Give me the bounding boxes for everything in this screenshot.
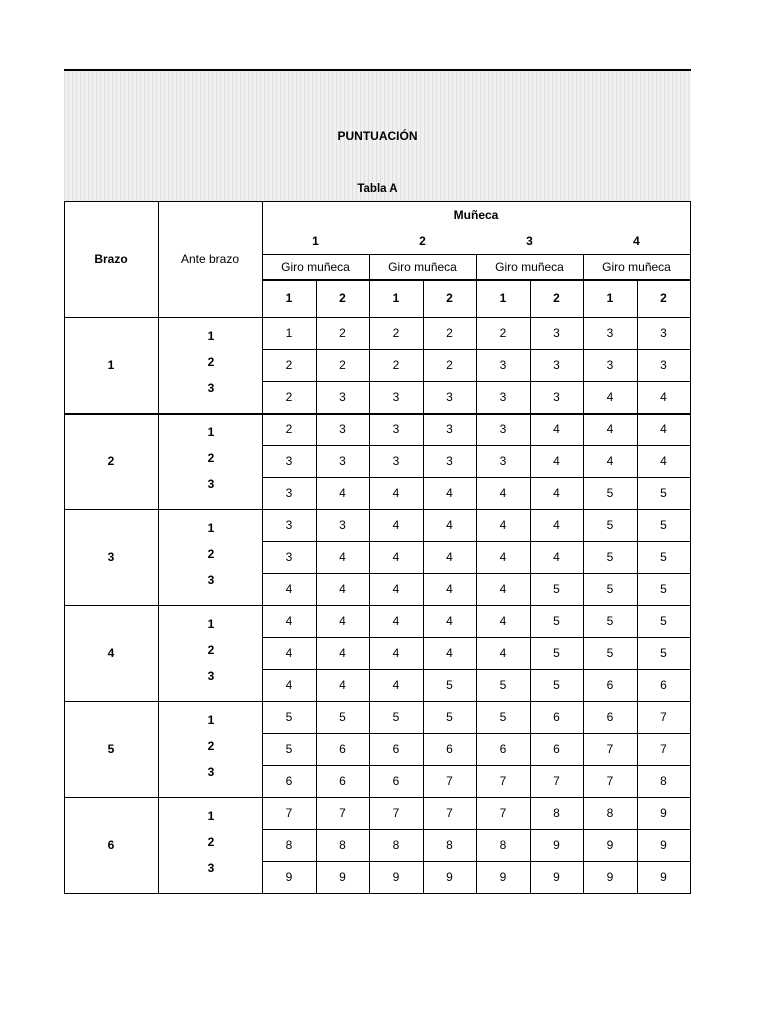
score-cell: 4 [446, 518, 453, 532]
brazo-header: Brazo [94, 252, 128, 266]
score-cell: 2 [499, 326, 507, 340]
giro-level: 2 [553, 291, 560, 305]
score-cell: 4 [553, 454, 560, 468]
score-cell: 5 [660, 646, 667, 660]
brazo-value: 4 [107, 646, 115, 660]
score-cell: 3 [499, 454, 507, 468]
grid-line-vertical [690, 201, 691, 893]
score-cell: 5 [553, 678, 560, 692]
score-cell: 8 [660, 774, 667, 788]
score-cell: 9 [446, 870, 453, 884]
score-cell: 4 [392, 486, 400, 500]
score-cell: 4 [446, 646, 453, 660]
score-cell: 3 [499, 358, 507, 372]
muneca-header: Muñeca [453, 208, 499, 222]
muneca-level: 2 [419, 233, 426, 248]
score-cell: 5 [339, 710, 346, 724]
score-cell: 3 [392, 454, 400, 468]
score-cell: 4 [660, 454, 667, 468]
score-cell: 4 [553, 550, 560, 564]
score-cell: 3 [339, 422, 346, 436]
score-cell: 5 [553, 582, 560, 596]
score-cell: 7 [553, 774, 560, 788]
score-cell: 5 [499, 710, 507, 724]
ante-brazo-value: 1 [207, 713, 215, 727]
score-cell: 3 [553, 390, 560, 404]
score-cell: 4 [339, 678, 346, 692]
score-cell: 4 [285, 614, 293, 628]
giro-level: 1 [285, 291, 293, 305]
score-cell: 8 [285, 838, 293, 852]
score-cell: 7 [660, 742, 667, 756]
giro-muneca-header: Giro muñeca [495, 259, 564, 274]
ante-brazo-value: 2 [207, 547, 215, 561]
score-cell: 3 [339, 518, 346, 532]
score-cell: 3 [392, 422, 400, 436]
score-cell: 2 [339, 358, 346, 372]
score-cell: 5 [606, 550, 614, 564]
brazo-value: 2 [107, 454, 115, 468]
score-cell: 4 [660, 390, 667, 404]
score-cell: 1 [285, 326, 293, 340]
score-cell: 4 [339, 646, 346, 660]
score-cell: 4 [446, 614, 453, 628]
score-cell: 4 [339, 614, 346, 628]
score-cell: 7 [339, 806, 346, 820]
ante-brazo-value: 3 [207, 477, 215, 491]
score-cell: 3 [660, 358, 667, 372]
score-cell: 4 [499, 486, 507, 500]
score-cell: 4 [606, 422, 614, 436]
score-cell: 4 [499, 550, 507, 564]
giro-level: 2 [339, 291, 346, 305]
score-cell: 4 [660, 422, 667, 436]
score-cell: 7 [499, 774, 507, 788]
brazo-value: 6 [107, 838, 115, 852]
score-cell: 4 [339, 550, 346, 564]
score-cell: 6 [553, 742, 560, 756]
giro-level: 1 [392, 291, 400, 305]
score-cell: 2 [285, 358, 293, 372]
score-cell: 4 [392, 646, 400, 660]
score-cell: 8 [499, 838, 507, 852]
document-title: PUNTUACIÓN [337, 129, 418, 143]
ante-brazo-value: 3 [207, 381, 215, 395]
score-cell: 9 [660, 870, 667, 884]
score-cell: 3 [446, 454, 453, 468]
score-cell: 6 [339, 742, 346, 756]
score-cell: 5 [660, 486, 667, 500]
score-cell: 7 [606, 742, 614, 756]
score-cell: 4 [285, 678, 293, 692]
score-cell: 4 [446, 582, 453, 596]
ante-brazo-value: 3 [207, 861, 215, 875]
score-cell: 4 [339, 582, 346, 596]
score-cell: 8 [446, 838, 453, 852]
muneca-level: 1 [312, 233, 319, 248]
score-cell: 7 [606, 774, 614, 788]
score-cell: 4 [553, 518, 560, 532]
score-cell: 4 [392, 678, 400, 692]
ante-brazo-value: 2 [207, 835, 215, 849]
score-cell: 6 [339, 774, 346, 788]
score-cell: 2 [446, 326, 453, 340]
score-cell: 9 [660, 806, 667, 820]
score-cell: 6 [392, 742, 400, 756]
score-cell: 2 [339, 326, 346, 340]
table-caption: Tabla A [357, 183, 398, 195]
ante-brazo-value: 2 [207, 739, 215, 753]
giro-level: 1 [606, 291, 614, 305]
ante-brazo-value: 2 [207, 643, 215, 657]
ante-brazo-value: 3 [207, 765, 215, 779]
score-cell: 3 [553, 326, 560, 340]
score-cell: 6 [499, 742, 507, 756]
score-cell: 3 [285, 550, 293, 564]
ante-brazo-value: 1 [207, 617, 215, 631]
score-cell: 3 [285, 518, 293, 532]
score-cell: 5 [446, 678, 453, 692]
score-cell: 4 [392, 582, 400, 596]
giro-level: 2 [660, 291, 667, 305]
score-cell: 4 [606, 454, 614, 468]
score-cell: 3 [606, 326, 614, 340]
score-cell: 4 [285, 646, 293, 660]
score-cell: 4 [499, 614, 507, 628]
score-cell: 3 [660, 326, 667, 340]
muneca-level: 3 [526, 233, 533, 248]
score-cell: 3 [446, 422, 453, 436]
score-cell: 4 [499, 518, 507, 532]
score-cell: 5 [499, 678, 507, 692]
score-cell: 4 [392, 518, 400, 532]
score-cell: 4 [339, 486, 346, 500]
score-cell: 2 [285, 422, 293, 436]
score-cell: 6 [553, 710, 560, 724]
score-cell: 3 [446, 390, 453, 404]
ante-brazo-value: 1 [207, 425, 215, 439]
score-cell: 6 [660, 678, 667, 692]
score-cell: 8 [553, 806, 560, 820]
score-cell: 7 [499, 806, 507, 820]
score-cell: 5 [660, 614, 667, 628]
ante-brazo-value: 1 [207, 809, 215, 823]
score-cell: 4 [499, 582, 507, 596]
score-cell: 9 [660, 838, 667, 852]
score-table [64, 201, 691, 893]
score-cell: 8 [606, 806, 614, 820]
ante-brazo-value: 2 [207, 355, 215, 369]
ante-brazo-value: 1 [207, 329, 215, 343]
score-cell: 6 [446, 742, 453, 756]
score-cell: 5 [285, 742, 293, 756]
score-cell: 4 [285, 582, 293, 596]
score-cell: 4 [446, 486, 453, 500]
ante-brazo-value: 2 [207, 451, 215, 465]
score-cell: 9 [392, 870, 400, 884]
score-cell: 4 [553, 422, 560, 436]
score-cell: 3 [606, 358, 614, 372]
score-cell: 7 [446, 774, 453, 788]
giro-level: 1 [499, 291, 507, 305]
score-cell: 8 [339, 838, 346, 852]
score-cell: 5 [660, 550, 667, 564]
brazo-value: 5 [107, 742, 115, 756]
score-cell: 6 [392, 774, 400, 788]
score-cell: 9 [553, 838, 560, 852]
score-cell: 7 [285, 806, 293, 820]
score-cell: 5 [606, 582, 614, 596]
score-cell: 6 [606, 678, 614, 692]
score-cell: 3 [339, 390, 346, 404]
brazo-value: 3 [107, 550, 115, 564]
score-cell: 9 [499, 870, 507, 884]
giro-muneca-header: Giro muñeca [388, 259, 457, 274]
score-cell: 5 [553, 646, 560, 660]
score-cell: 8 [392, 838, 400, 852]
score-cell: 3 [499, 390, 507, 404]
score-cell: 9 [339, 870, 346, 884]
ante-brazo-header: Ante brazo [180, 252, 240, 266]
score-cell: 3 [392, 390, 400, 404]
score-cell: 5 [660, 518, 667, 532]
score-cell: 5 [660, 582, 667, 596]
score-cell: 3 [285, 454, 293, 468]
score-cell: 5 [606, 486, 614, 500]
score-cell: 3 [285, 486, 293, 500]
score-cell: 5 [446, 710, 453, 724]
score-cell: 4 [553, 486, 560, 500]
score-cell: 5 [606, 614, 614, 628]
score-cell: 5 [285, 710, 293, 724]
score-cell: 2 [285, 390, 293, 404]
score-cell: 9 [606, 870, 614, 884]
score-cell: 2 [392, 326, 400, 340]
score-cell: 9 [553, 870, 560, 884]
score-cell: 5 [392, 710, 400, 724]
ante-brazo-value: 3 [207, 669, 215, 683]
score-cell: 3 [553, 358, 560, 372]
score-cell: 9 [285, 870, 293, 884]
score-cell: 4 [606, 390, 614, 404]
score-cell: 5 [606, 518, 614, 532]
score-cell: 5 [553, 614, 560, 628]
giro-muneca-header: Giro muñeca [602, 259, 671, 274]
score-cell: 3 [499, 422, 507, 436]
grid-line-horizontal [64, 893, 691, 894]
score-cell: 3 [339, 454, 346, 468]
score-cell: 2 [392, 358, 400, 372]
score-cell: 4 [446, 550, 453, 564]
muneca-level: 4 [633, 233, 640, 248]
giro-level: 2 [446, 291, 453, 305]
score-cell: 5 [606, 646, 614, 660]
brazo-value: 1 [107, 358, 115, 372]
score-cell: 2 [446, 358, 453, 372]
ante-brazo-value: 3 [207, 573, 215, 587]
score-cell: 6 [606, 710, 614, 724]
score-cell: 4 [499, 646, 507, 660]
score-cell: 7 [446, 806, 453, 820]
score-cell: 7 [392, 806, 400, 820]
score-cell: 4 [392, 614, 400, 628]
score-cell: 6 [285, 774, 293, 788]
score-cell: 4 [392, 550, 400, 564]
ante-brazo-value: 1 [207, 521, 215, 535]
score-cell: 7 [660, 710, 667, 724]
score-cell: 9 [606, 838, 614, 852]
giro-muneca-header: Giro muñeca [281, 259, 350, 274]
